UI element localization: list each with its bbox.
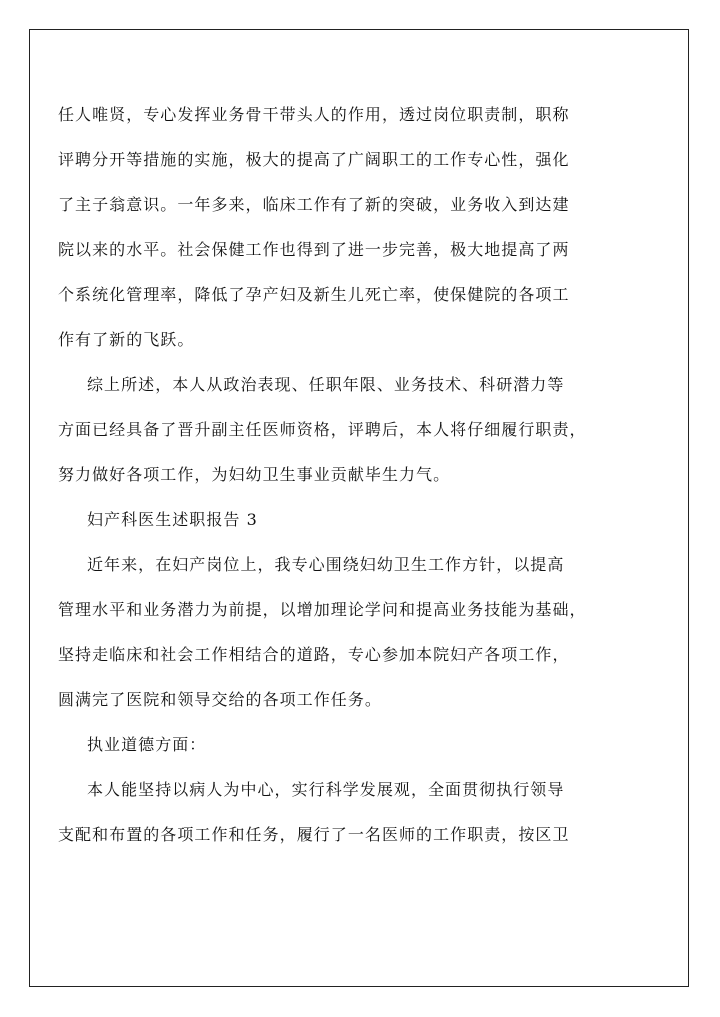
text-line: 支配和布置的各项工作和任务，履行了一名医师的工作职责，按区卫 [58, 825, 570, 844]
paragraph-start-line: 本人能坚持以病人为中心，实行科学发展观，全面贯彻执行领导 [87, 780, 565, 799]
paragraph-start-line: 近年来，在妇产岗位上，我专心围绕妇幼卫生工作方针，以提高 [87, 555, 565, 574]
text-line: 方面已经具备了晋升副主任医师资格，评聘后，本人将仔细履行职责， [58, 420, 587, 439]
text-line: 个系统化管理率，降低了孕产妇及新生儿死亡率，使保健院的各项工 [58, 285, 570, 304]
text-line: 坚持走临床和社会工作相结合的道路，专心参加本院妇产各项工作， [58, 645, 570, 664]
text-line: 作有了新的飞跃。 [58, 330, 195, 349]
text-line: 评聘分开等措施的实施，极大的提高了广阔职工的工作专心性，强化 [58, 150, 570, 169]
document-body [58, 92, 662, 857]
text-line: 了主子翁意识。一年多来，临床工作有了新的突破，业务收入到达建 [58, 195, 570, 214]
subsection-heading: 执业道德方面： [87, 735, 207, 754]
text-line: 管理水平和业务潜力为前提，以增加理论学问和提高业务技能为基础， [58, 600, 587, 619]
section-heading: 妇产科医生述职报告 3 [87, 510, 258, 529]
paragraph-start-line: 综上所述，本人从政治表现、任职年限、业务技术、科研潜力等 [87, 375, 565, 394]
text-line: 任人唯贤，专心发挥业务骨干带头人的作用，透过岗位职责制，职称 [58, 105, 570, 124]
text-line: 圆满完了医院和领导交给的各项工作任务。 [58, 690, 382, 709]
text-line: 院以来的水平。社会保健工作也得到了进一步完善，极大地提高了两 [58, 240, 570, 259]
text-line: 努力做好各项工作，为妇幼卫生事业贡献毕生力气。 [58, 465, 451, 484]
